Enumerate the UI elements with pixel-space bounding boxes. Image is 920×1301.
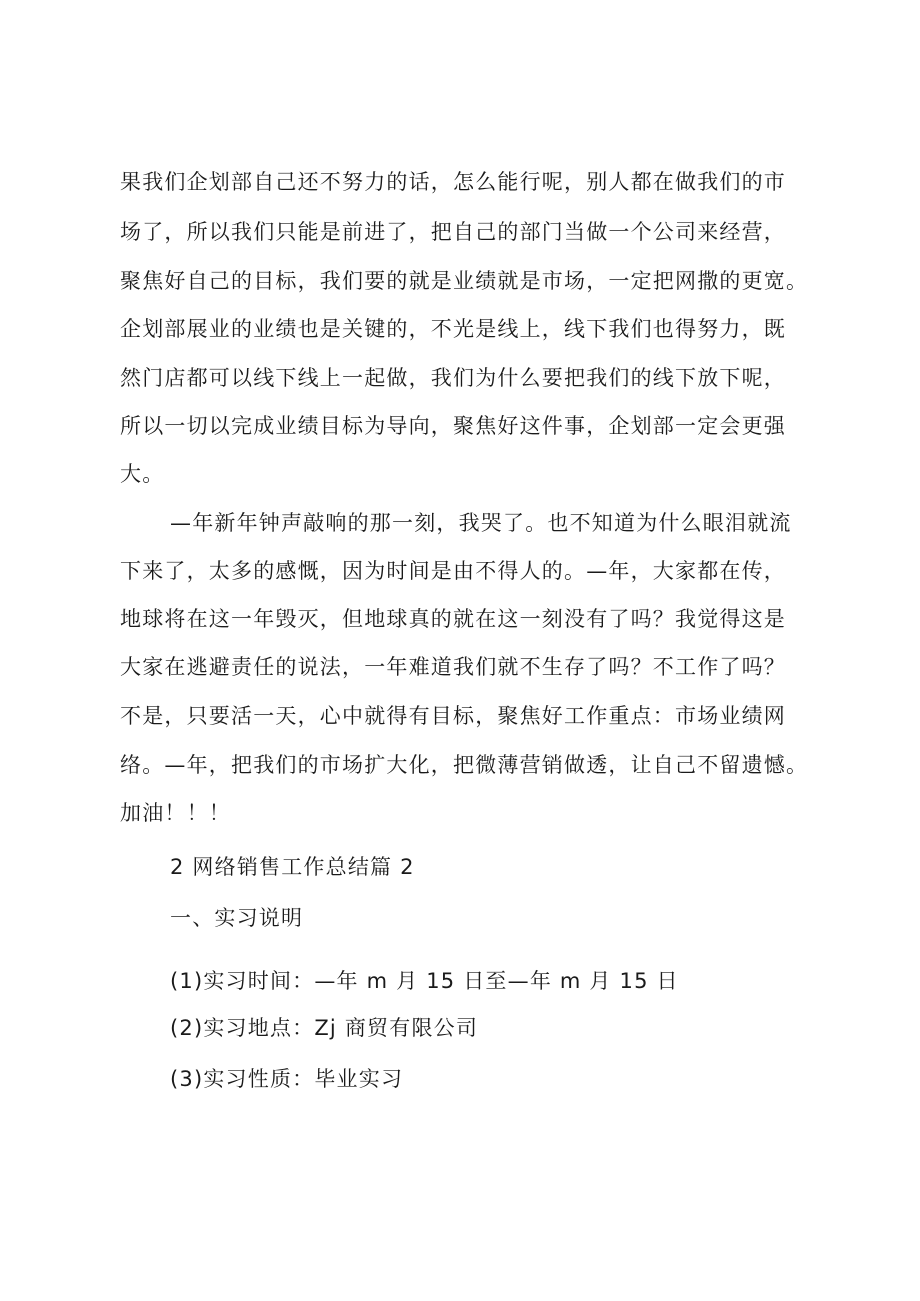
paragraph-line: 企划部展业的业绩也是关键的，不光是线上，线下我们也得努力，既 <box>120 317 786 341</box>
paragraph-line: 不是，只要活一天，心中就得有目标，聚焦好工作重点：市场业绩网 <box>120 704 786 728</box>
list-item: (1)实习时间：—年 m 月 15 日至—年 m 月 15 日 <box>170 969 679 993</box>
paragraph-line: 大家在逃避责任的说法，一年难道我们就不生存了吗？不工作了吗？ <box>120 655 786 679</box>
section-title: 2 网络销售工作总结篇 2 <box>170 855 415 879</box>
paragraph-line: 然门店都可以线下线上一起做，我们为什么要把我们的线下放下呢， <box>120 366 786 390</box>
paragraph-line: 大。 <box>120 462 165 486</box>
paragraph-line: 聚焦好自己的目标，我们要的就是业绩就是市场，一定把网撒的更宽。 <box>120 269 809 293</box>
paragraph-line: 加油！！！ <box>120 801 231 825</box>
paragraph-line: 络。—年，把我们的市场扩大化，把微薄营销做透，让自己不留遗憾。 <box>120 753 809 777</box>
list-item: (3)实习性质：毕业实习 <box>170 1067 404 1091</box>
paragraph-line: 下来了，太多的感慨，因为时间是由不得人的。—年，大家都在传， <box>120 559 786 583</box>
paragraph-line: —年新年钟声敲响的那一刻，我哭了。也不知道为什么眼泪就流 <box>170 511 792 535</box>
paragraph-line: 场了，所以我们只能是前进了，把自己的部门当做一个公司来经营， <box>120 220 786 244</box>
paragraph-line: 所以一切以完成业绩目标为导向，聚焦好这件事，企划部一定会更强 <box>120 414 786 438</box>
paragraph-line: 地球将在这一年毁灭，但地球真的就在这一刻没有了吗？我觉得这是 <box>120 607 786 631</box>
paragraph-line: 果我们企划部自己还不努力的话，怎么能行呢，别人都在做我们的市 <box>120 170 786 194</box>
subsection-title: 一、实习说明 <box>170 906 304 930</box>
list-item: (2)实习地点：Zj 商贸有限公司 <box>170 1016 479 1040</box>
